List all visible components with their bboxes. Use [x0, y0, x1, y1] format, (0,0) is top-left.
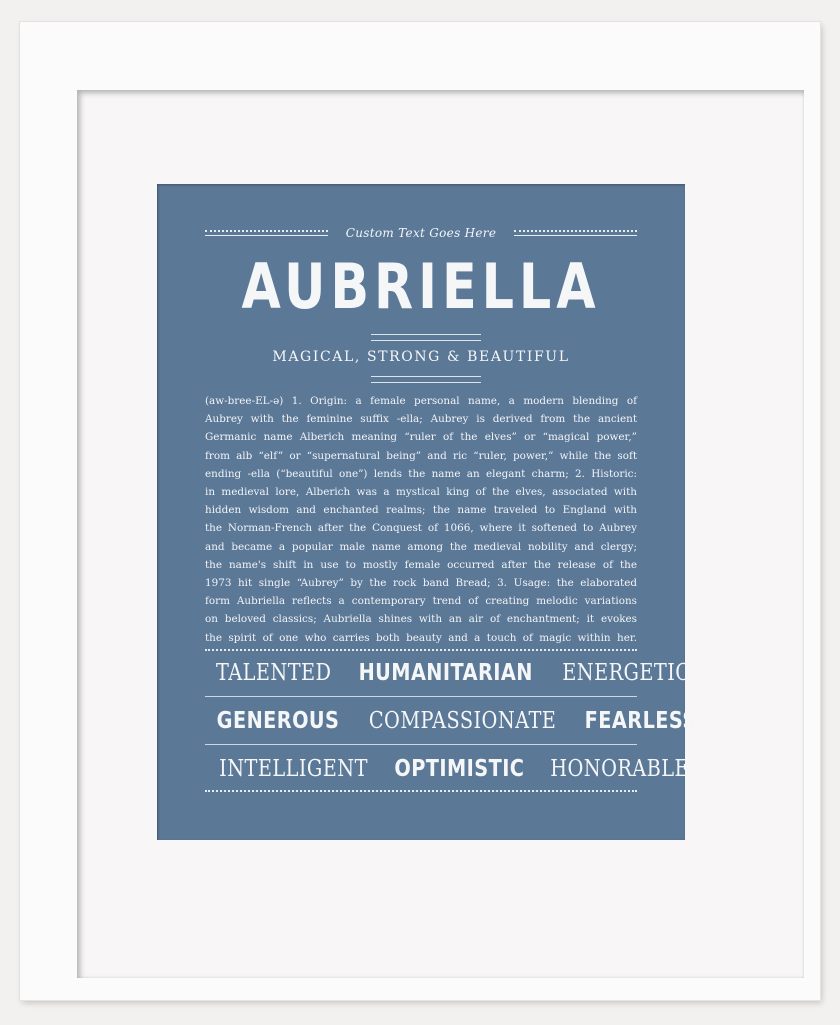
trait-word: ENERGETIC	[562, 660, 691, 686]
double-rule-upper	[371, 334, 481, 341]
custom-text: Custom Text Goes Here	[345, 226, 497, 240]
trait-word: HUMANITARIAN	[359, 660, 534, 686]
name-definition	[205, 392, 637, 647]
trait-word: OPTIMISTIC	[394, 756, 525, 782]
dotted-rule-left	[205, 230, 328, 236]
definition-line: Aubrey with the feminine suffix -ella; Aubrey is derived from the ancient	[205, 413, 637, 426]
definition-line: on beloved classics; Aubriella shines with an air of enchantment; it evokes	[205, 613, 637, 626]
trait-word: GENEROUS	[216, 708, 340, 734]
trait-word: INTELLIGENT	[219, 756, 368, 782]
double-rule-lower	[371, 376, 481, 383]
definition-line: from alb “elf” or “supernatural being” and ric “ruler, power,” while the soft	[205, 449, 637, 462]
dotted-divider-bottom	[205, 790, 637, 792]
definition-line: Germanic name Alberich meaning “ruler of the elves” or “magical power,”	[205, 431, 637, 444]
definition-line: (aw-bree-EL-ə) 1. Origin: a female personal name, a modern blending of	[205, 395, 637, 407]
dotted-rule-right	[514, 230, 637, 236]
trait-word: TALENTED	[215, 660, 332, 686]
traits-row-2	[205, 704, 697, 745]
definition-line: the Norman-French after the Conquest of 1066, where it softened to Aubrey	[205, 522, 637, 535]
definition-line: in medieval lore, Alberich was a mystical king of the elves, associated with	[205, 486, 637, 499]
definition-line: and became a popular male name among the medieval nobility and clergy;	[205, 540, 637, 553]
trait-word: COMPASSIONATE	[368, 708, 557, 734]
definition-line: form Aubriella reflects a contemporary trend of creating melodic variations	[205, 595, 637, 608]
definition-line: 1973 hit single “Aubrey” by the rock band Bread; 3. Usage: the elaborated	[205, 577, 637, 590]
trait-word: HONORABLE	[550, 756, 689, 782]
definition-line: the name's shift in use to mostly female occurred after the release of the	[205, 558, 637, 571]
trait-word: FEARLESS	[584, 708, 697, 734]
traits-row-1	[205, 656, 691, 697]
custom-text-row	[205, 222, 637, 244]
name-print	[157, 184, 697, 840]
definition-line: the spirit of one who carries both beauty and a touch of magic within her.	[205, 631, 637, 644]
definition-line: ending -ella (“beautiful one”) lends the name an elegant charm; 2. Historic:	[205, 467, 637, 480]
name-meaning: MAGICAL, STRONG & BEAUTIFUL	[272, 349, 570, 365]
traits-row-3	[205, 752, 689, 786]
dotted-divider-top	[205, 649, 637, 651]
definition-line: hidden wisdom and enchanted realms; the name traveled to England with	[205, 504, 637, 517]
name-heading: AUBRIELLA	[241, 250, 601, 323]
